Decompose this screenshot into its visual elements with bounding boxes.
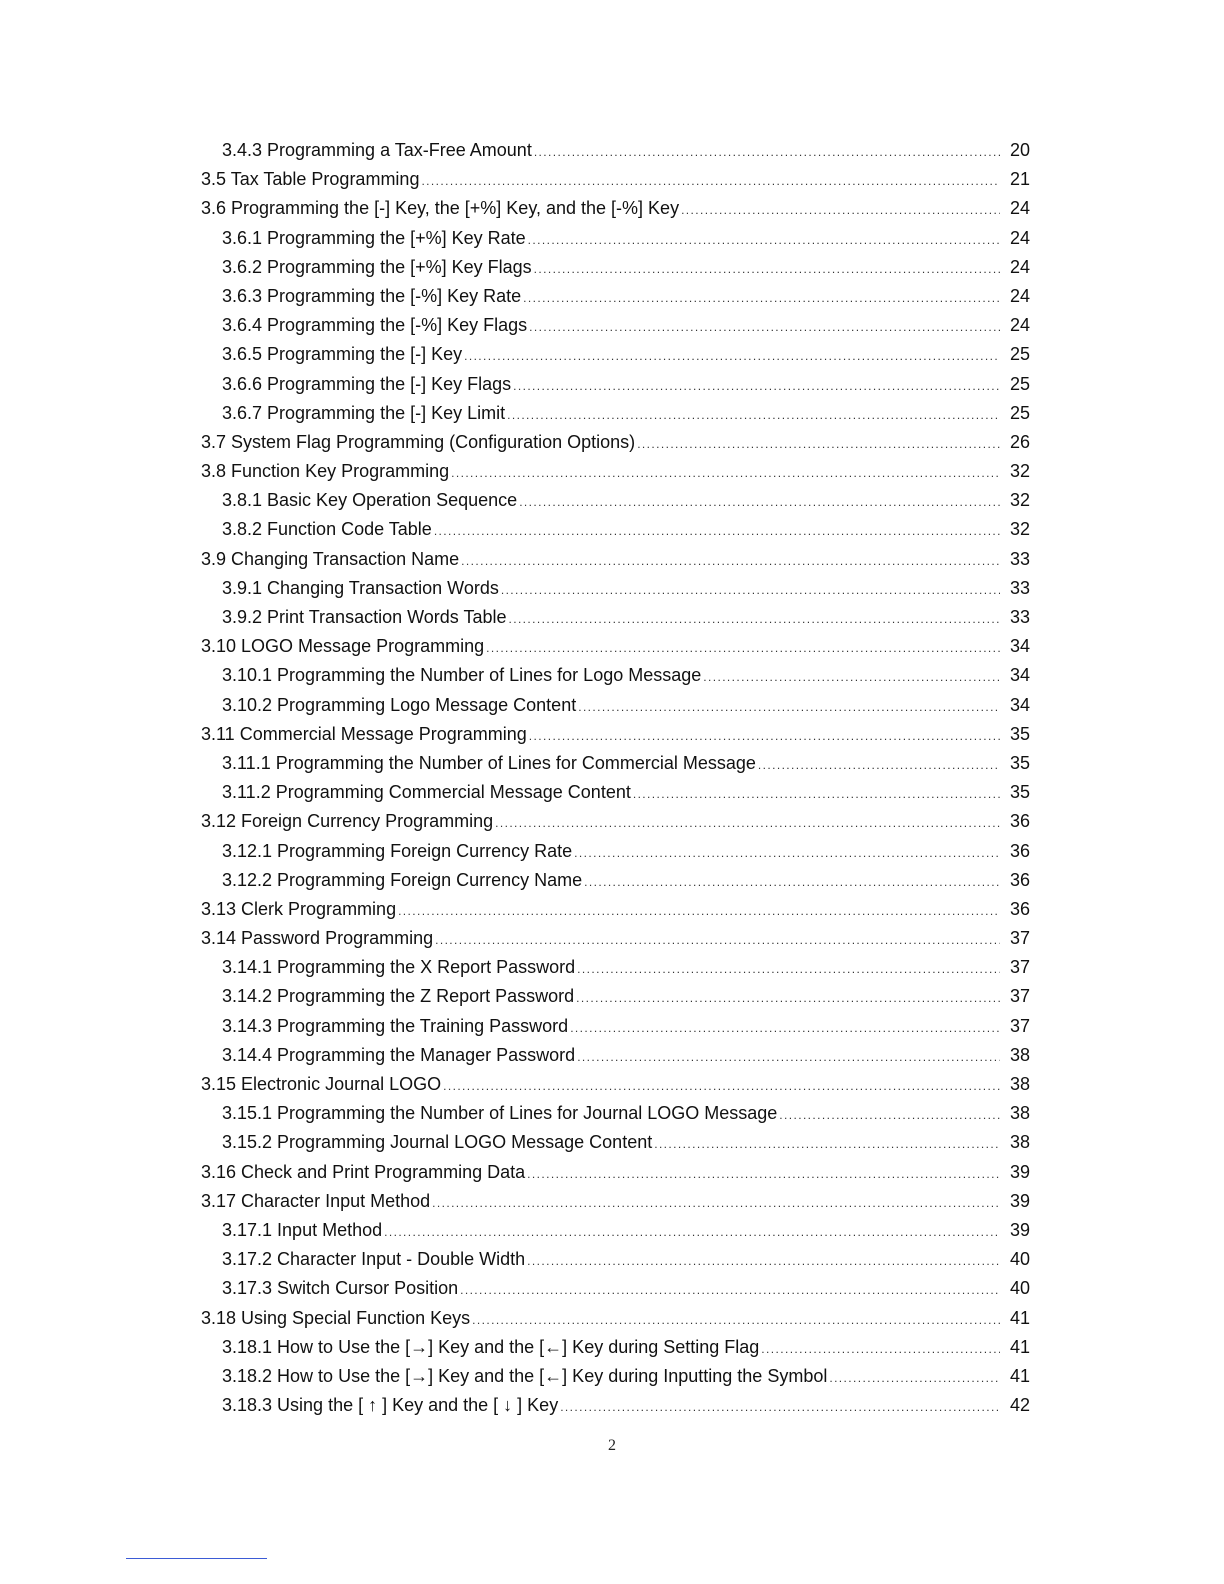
toc-dot-leader: [432, 1189, 1000, 1218]
toc-entry-page: 20: [1009, 140, 1030, 160]
toc-entry-page: 37: [1009, 957, 1030, 978]
toc-dot-leader: [574, 839, 1000, 868]
toc-dot-leader: [501, 576, 1000, 605]
toc-entry-title: 3.15 Electronic Journal LOGO: [201, 1074, 442, 1094]
toc-dot-leader: [495, 809, 1000, 838]
toc-dot-leader: [761, 1335, 1000, 1364]
page-number: 2: [608, 1437, 616, 1454]
toc-dot-leader: [519, 488, 1000, 517]
toc-entry[interactable]: [201, 982, 1030, 1011]
toc-entry-page: 36: [1009, 898, 1030, 919]
toc-entry-title: 3.18.2 How to Use the [→] Key and the [←] Key during Inputting the Symbol: [222, 1365, 828, 1386]
toc-dot-leader: [578, 693, 1000, 722]
toc-entry-page: 41: [1009, 1307, 1030, 1328]
toc-entry-title: 3.6.1 Programming the [+%] Key Rate: [222, 227, 526, 248]
toc-entry-title: 3.14.4 Programming the Manager Password: [222, 1044, 576, 1065]
toc-entry-title: 3.15.1 Programming the Number of Lines for Journal LOGO Message: [222, 1103, 778, 1124]
toc-entry-page: 38: [1009, 1132, 1030, 1153]
toc-entry-title: 3.10 LOGO Message Programming: [201, 636, 485, 657]
toc-dot-leader: [513, 372, 1000, 401]
toc-entry[interactable]: [201, 866, 1030, 895]
toc-dot-leader: [460, 1276, 1000, 1305]
toc-entry-title: 3.11.1 Programming the Number of Lines for Commercial Message: [222, 752, 756, 773]
toc-entry-page: 36: [1009, 869, 1030, 890]
toc-entry-page: 35: [1009, 752, 1030, 773]
toc-entry-page: 37: [1009, 928, 1030, 949]
toc-entry-page: 38: [1009, 1103, 1030, 1124]
toc-entry[interactable]: [201, 1245, 1030, 1274]
toc-entry[interactable]: [201, 895, 1030, 924]
toc-entry[interactable]: [201, 1304, 1030, 1333]
toc-entry-title: 3.12.2 Programming Foreign Currency Name: [222, 869, 583, 890]
toc-entry[interactable]: [201, 136, 1030, 165]
toc-entry[interactable]: [201, 632, 1030, 661]
toc-entry-page: 32: [1009, 519, 1030, 540]
toc-entry-page: 25: [1009, 402, 1030, 423]
toc-entry-title: 3.17 Character Input Method: [201, 1190, 431, 1211]
toc-entry-page: 32: [1009, 461, 1030, 482]
toc-entry-page: 32: [1009, 490, 1030, 511]
toc-entry-title: 3.10.1 Programming the Number of Lines for Logo Message: [222, 665, 702, 686]
toc-entry-title: 3.6.5 Programming the [-] Key: [222, 344, 463, 365]
toc-entry[interactable]: [201, 1216, 1030, 1245]
toc-dot-leader: [637, 430, 1000, 459]
toc-entry-page: 40: [1009, 1278, 1030, 1299]
toc-entry-page: 21: [1009, 169, 1030, 190]
toc-entry-title: 3.14.3 Programming the Training Password: [222, 1015, 569, 1036]
toc-entry-page: 33: [1009, 607, 1030, 627]
toc-entry-title: 3.9.1 Changing Transaction Words: [222, 577, 499, 598]
toc-entry-title: 3.9.2 Print Transaction Words Table: [222, 607, 507, 627]
toc-dot-leader: [681, 196, 1000, 225]
toc-dot-leader: [577, 1043, 1000, 1072]
toc-entry-title: 3.16 Check and Print Programming Data: [201, 1161, 526, 1182]
toc-entry[interactable]: [201, 1333, 1030, 1362]
toc-entry[interactable]: [201, 486, 1030, 515]
toc-dot-leader: [508, 605, 1000, 634]
toc-entry[interactable]: [201, 340, 1030, 369]
toc-entry-page: 33: [1009, 548, 1030, 569]
toc-entry-title: 3.8.2 Function Code Table: [222, 519, 432, 540]
toc-dot-leader: [703, 663, 1000, 692]
toc-entry-title: 3.17.2 Character Input - Double Width: [222, 1249, 526, 1270]
toc-entry-page: 40: [1009, 1249, 1030, 1270]
toc-entry-page: 25: [1009, 373, 1030, 394]
toc-entry-title: 3.6 Programming the [-] Key, the [+%] Key, and the [-%] Key: [201, 198, 680, 219]
toc-entry-page: 24: [1009, 227, 1030, 248]
toc-entry-title: 3.17.3 Switch Cursor Position: [222, 1278, 459, 1299]
toc-entry-page: 37: [1009, 986, 1030, 1007]
toc-entry[interactable]: [201, 1187, 1030, 1216]
toc-dot-leader: [829, 1364, 1000, 1393]
toc-entry[interactable]: [201, 282, 1030, 311]
toc-dot-leader: [461, 547, 1000, 576]
toc-entry[interactable]: [201, 1362, 1030, 1391]
toc-entry-page: 24: [1009, 198, 1030, 219]
toc-entry-page: 39: [1009, 1161, 1030, 1182]
toc-dot-leader: [584, 868, 1000, 897]
toc-entry[interactable]: [201, 807, 1030, 836]
toc-entry-title: 3.6.3 Programming the [-%] Key Rate: [222, 285, 522, 306]
toc-entry-title: 3.6.7 Programming the [-] Key Limit: [222, 402, 506, 423]
toc-dot-leader: [560, 1393, 1000, 1422]
toc-entry[interactable]: [201, 953, 1030, 982]
toc-entry-page: 24: [1009, 285, 1030, 306]
toc-entry-title: 3.8.1 Basic Key Operation Sequence: [222, 490, 518, 511]
toc-dot-leader: [523, 284, 1000, 313]
toc-dot-leader: [577, 955, 1000, 984]
toc-entry[interactable]: [201, 224, 1030, 253]
toc-entry-page: 35: [1009, 782, 1030, 803]
toc-entry[interactable]: [201, 457, 1030, 486]
toc-entry[interactable]: [201, 1012, 1030, 1041]
toc-dot-leader: [534, 255, 1000, 284]
toc-entry[interactable]: [201, 1070, 1030, 1099]
toc-dot-leader: [529, 722, 1000, 751]
toc-entry[interactable]: [201, 1158, 1030, 1187]
toc-entry-title: 3.17.1 Input Method: [222, 1219, 383, 1240]
toc-entry-page: 39: [1009, 1190, 1030, 1211]
toc-entry-page: 24: [1009, 315, 1030, 336]
toc-entry[interactable]: [201, 194, 1030, 223]
toc-entry-page: 41: [1009, 1336, 1030, 1357]
toc-dot-leader: [527, 1247, 1000, 1276]
toc-entry-page: 34: [1009, 694, 1030, 715]
toc-dot-leader: [486, 634, 1000, 663]
toc-dot-leader: [529, 313, 1000, 342]
toc-entry-title: 3.12.1 Programming Foreign Currency Rate: [222, 840, 573, 861]
toc-dot-leader: [464, 342, 1000, 371]
toc-entry[interactable]: [201, 165, 1030, 194]
toc-entry[interactable]: [201, 1041, 1030, 1070]
toc-entry[interactable]: [201, 370, 1030, 399]
toc-entry-title: 3.6.6 Programming the [-] Key Flags: [222, 373, 512, 394]
toc-entry-page: 38: [1009, 1044, 1030, 1065]
toc-dot-leader: [451, 459, 1000, 488]
toc-entry-title: 3.10.2 Programming Logo Message Content: [222, 694, 577, 715]
toc-dot-leader: [435, 926, 1000, 955]
toc-entry-title: 3.11.2 Programming Commercial Message Content: [222, 782, 631, 803]
toc-entry-page: 38: [1009, 1074, 1030, 1094]
toc-dot-leader: [384, 1218, 1000, 1247]
toc-entry-page: 37: [1009, 1015, 1030, 1036]
toc-entry-title: 3.6.4 Programming the [-%] Key Flags: [222, 315, 528, 336]
toc-entry-page: 35: [1009, 723, 1030, 744]
toc-entry[interactable]: [201, 545, 1030, 574]
toc-entry[interactable]: [201, 661, 1030, 690]
toc-entry-title: 3.18.3 Using the [ ↑ ] Key and the [ ↓ ] Key: [222, 1395, 559, 1416]
toc-entry[interactable]: [201, 311, 1030, 340]
toc-entry[interactable]: [201, 399, 1030, 428]
toc-entry-title: 3.8 Function Key Programming: [201, 461, 450, 482]
toc-entry-title: 3.13 Clerk Programming: [201, 898, 397, 919]
toc-entry-title: 3.7 System Flag Programming (Configuration Options): [201, 431, 636, 452]
toc-entry-title: 3.6.2 Programming the [+%] Key Flags: [222, 256, 532, 277]
toc-entry-page: 26: [1009, 431, 1030, 452]
toc-entry-title: 3.5 Tax Table Programming: [201, 169, 420, 190]
toc-entry-page: 34: [1009, 665, 1030, 686]
toc-dot-leader: [443, 1072, 1000, 1101]
toc-dot-leader: [654, 1130, 1000, 1159]
toc-entry-title: 3.18 Using Special Function Keys: [201, 1307, 471, 1328]
toc-dot-leader: [472, 1306, 1000, 1335]
toc-entry-title: 3.12 Foreign Currency Programming: [201, 811, 494, 832]
toc-entry-page: 41: [1009, 1365, 1030, 1386]
toc-entry-page: 33: [1009, 577, 1030, 598]
toc-entry-page: 34: [1009, 636, 1030, 657]
toc-entry[interactable]: [201, 778, 1030, 807]
toc-entry[interactable]: [201, 749, 1030, 778]
toc-entry-title: 3.14.1 Programming the X Report Password: [222, 957, 576, 978]
table-of-contents: [201, 136, 1030, 1420]
toc-entry-page: 25: [1009, 344, 1030, 365]
toc-dot-leader: [421, 167, 1000, 196]
footnote-separator: [126, 1558, 267, 1559]
toc-entry[interactable]: [201, 428, 1030, 457]
toc-entry[interactable]: [201, 603, 1030, 632]
toc-entry-page: 36: [1009, 840, 1030, 861]
toc-dot-leader: [398, 897, 1000, 926]
toc-entry-title: 3.18.1 How to Use the [→] Key and the [←] Key during Setting Flag: [222, 1336, 760, 1357]
toc-entry-title: 3.14 Password Programming: [201, 928, 434, 949]
toc-entry[interactable]: [201, 837, 1030, 866]
toc-entry[interactable]: [201, 1128, 1030, 1157]
toc-entry-title: 3.4.3 Programming a Tax-Free Amount: [222, 140, 532, 160]
toc-entry-title: 3.11 Commercial Message Programming: [201, 723, 527, 744]
toc-entry-title: 3.15.2 Programming Journal LOGO Message Content: [222, 1132, 653, 1153]
toc-entry-page: 39: [1009, 1219, 1030, 1240]
toc-entry[interactable]: [201, 720, 1030, 749]
toc-entry[interactable]: [201, 924, 1030, 953]
toc-dot-leader: [758, 751, 1000, 780]
toc-entry[interactable]: [201, 515, 1030, 544]
toc-entry[interactable]: [201, 691, 1030, 720]
toc-entry[interactable]: [201, 253, 1030, 282]
toc-dot-leader: [534, 138, 1000, 167]
toc-entry-title: 3.9 Changing Transaction Name: [201, 548, 460, 569]
toc-entry-page: 24: [1009, 256, 1030, 277]
toc-dot-leader: [576, 984, 1000, 1013]
toc-entry[interactable]: [201, 574, 1030, 603]
toc-dot-leader: [779, 1101, 1000, 1130]
toc-dot-leader: [633, 780, 1000, 809]
toc-dot-leader: [527, 1160, 1000, 1189]
toc-entry[interactable]: [201, 1099, 1030, 1128]
toc-dot-leader: [570, 1014, 1000, 1043]
toc-dot-leader: [434, 517, 1000, 546]
toc-entry[interactable]: [201, 1274, 1030, 1303]
toc-entry[interactable]: [201, 1391, 1030, 1420]
toc-dot-leader: [507, 401, 1000, 430]
toc-entry-page: 36: [1009, 811, 1030, 832]
toc-dot-leader: [528, 226, 1000, 255]
toc-entry-page: 42: [1009, 1395, 1030, 1416]
toc-entry-title: 3.14.2 Programming the Z Report Password: [222, 986, 575, 1007]
